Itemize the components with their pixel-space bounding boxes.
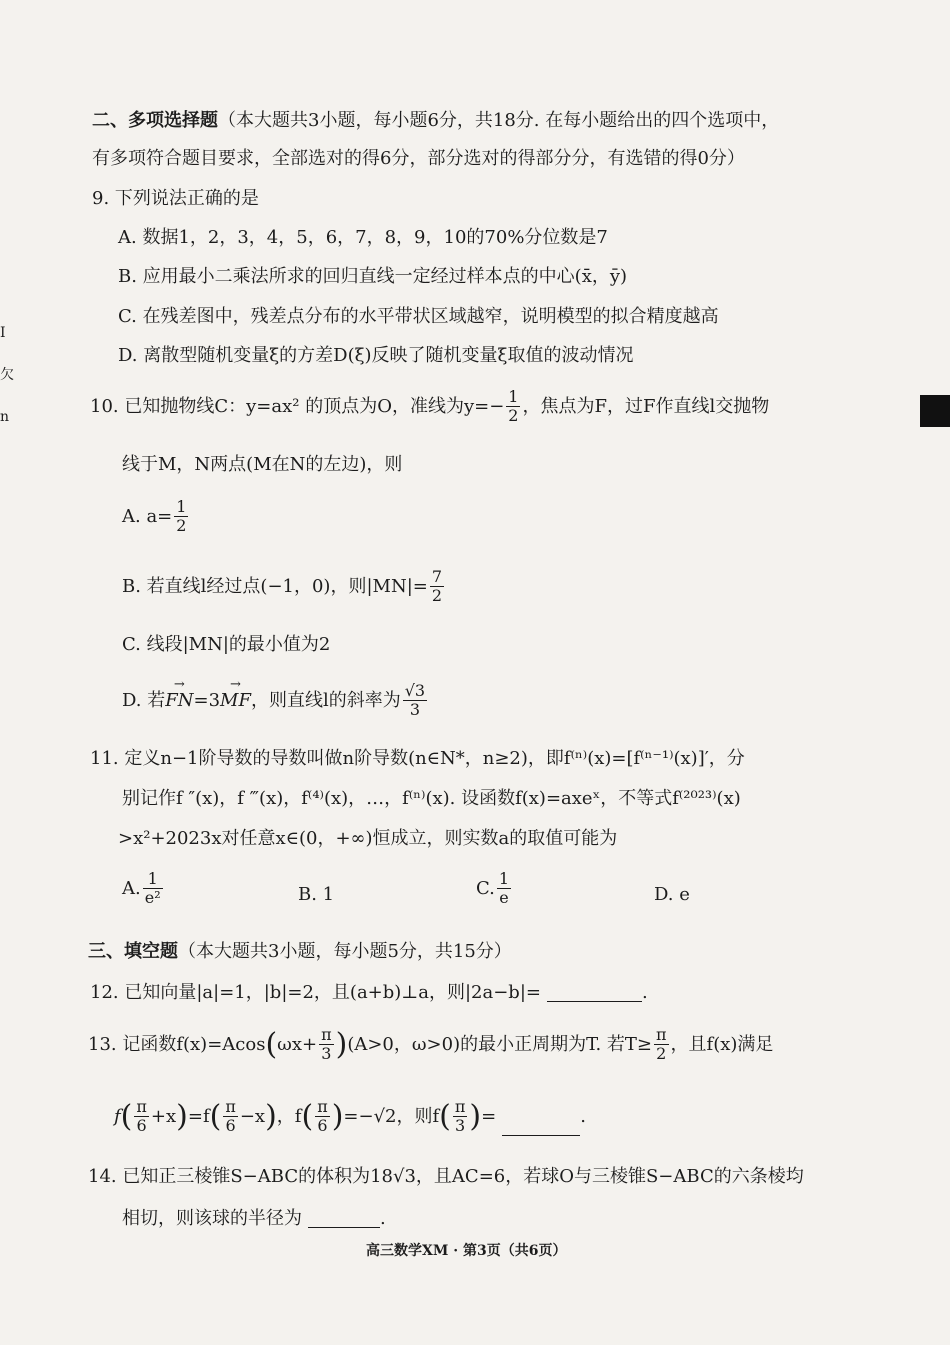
q11-c-fraction [497,870,511,908]
fraction-denominator: 6 [136,1116,147,1136]
q10-option-c: C. 线段|MN|的最小值为2 [122,634,331,655]
left-margin-char: n [0,409,10,425]
q13-line1: 13. 记函数f(x)=Acos(ωx+ $\frac{\pi}{3}$ )(A>0，ω>0)的最小正周期为T. 若T≥ $\frac{\pi}{2}$ ，且f(x)满足 [88,1025,774,1064]
section3-title: 三、填空题 [88,941,178,962]
fraction-denominator: 2 [176,516,187,536]
q13-plusx: +x [150,1105,177,1127]
q13-pi3-fraction [453,1098,468,1136]
q11-line2: 别记作f ″(x)，f ‴(x)，f⁽⁴⁾(x)，…，f⁽ⁿ⁾(x). 设函数f(x)=axeˣ，不等式f⁽²⁰²³⁾(x) [122,788,741,809]
fraction-denominator: 2 [431,586,443,606]
q14-end: . [380,1208,386,1229]
q9-option-c: C. 在残差图中，残差点分布的水平带状区域越窄，说明模型的拟合精度越高 [118,306,719,327]
q10-d-mid: =3 [193,689,221,711]
fraction-numerator: 1 [176,497,187,516]
q10-b-text: B. 若直线l经过点(−1，0)，则|MN|= [122,575,428,597]
fraction-denominator: 3 [455,1116,466,1136]
q14-line1: 14. 已知正三棱锥S−ABC的体积为18√3，且AC=6，若球O与三棱锥S−ABC的六条棱均 [88,1166,804,1187]
q13-eq: =f [187,1105,210,1127]
q10-d-prefix: D. 若 [122,689,166,711]
section3-heading [88,943,512,961]
fraction-numerator: 7 [431,567,443,586]
q10-a-fraction [174,498,188,536]
section2-desc-line2: 有多项符合题目要求，全部选对的得6分，部分选对的得部分分，有选错的得0分） [92,148,745,169]
q13-pi6-fraction [134,1098,149,1136]
q13-pi3-fraction [319,1026,334,1064]
q11-a-label: A. [122,877,141,899]
q10-option-d [122,682,429,720]
q9-stem: 9. 下列说法正确的是 [92,188,259,209]
q10-a-text: A. a= [122,505,173,527]
fraction-denominator: e [499,888,509,908]
left-margin-char: I [0,325,6,341]
page-footer: 高三数学XM · 第3页（共6页） [366,1243,567,1259]
vector-mf: → MF [220,692,251,710]
fraction-denominator: 3 [321,1044,332,1064]
q12 [90,984,648,1002]
q10-option-b [122,568,446,606]
fraction-denominator: 6 [225,1116,236,1136]
q14-line2 [122,1210,386,1228]
q13-inner: ωx+ [277,1033,318,1055]
q12-text: 12. 已知向量|a|=1，|b|=2，且(a+b)⊥a，则|2a−b|= [90,982,541,1003]
q11-a-fraction [143,870,163,908]
q13-pi6-fraction [223,1098,238,1136]
fraction-numerator: π [136,1097,147,1116]
fraction-numerator: π [454,1097,466,1116]
fraction-numerator: 1 [508,387,519,406]
q13-pi2-fraction [654,1026,669,1064]
q14-answer-blank[interactable] [308,1227,380,1228]
q10-stem-part1: 10. 已知抛物线C：y=ax² 的顶点为O，准线为y=− [90,395,505,417]
fraction-denominator: 2 [508,406,519,426]
fraction-denominator: e² [144,888,161,908]
q10-option-a [122,498,190,536]
q13-part3: ，且f(x)满足 [670,1033,774,1055]
q10-b-fraction [430,568,444,606]
fraction-numerator: π [321,1025,332,1044]
q13-pi6-fraction [315,1098,330,1136]
q13-answer-blank[interactable] [502,1135,580,1136]
q9-option-d: D. 离散型随机变量ξ的方差D(ξ)反映了随机变量ξ取值的波动情况 [118,345,634,366]
vector-fn: → FN [165,692,193,710]
q10-fraction [506,388,520,426]
q10-stem-part2: ，焦点为F，过F作直线l交抛物 [522,395,770,417]
q13-minusx: −x [239,1105,266,1127]
q12-answer-blank[interactable] [547,1001,642,1002]
section2-heading [92,112,779,130]
q13-comma: ，f [276,1105,302,1127]
left-margin-char: 欠 [0,367,14,383]
fraction-denominator: 6 [317,1116,328,1136]
q13-part1: 13. 记函数f(x)=Acos [88,1033,266,1055]
q13-value: =−√2，则f [343,1105,440,1127]
q11-c-label: C. [476,877,495,899]
q13-equals: = [481,1105,497,1127]
q13-end: . [580,1105,586,1127]
q11-option-c [476,870,513,908]
fraction-numerator: π [225,1097,236,1116]
q13-part2: (A>0，ω>0)的最小正周期为T. 若T≥ [347,1033,653,1055]
fraction-numerator: 1 [143,870,163,889]
q10-d-fraction [403,682,427,720]
q11-line1: 11. 定义n−1阶导数的导数叫做n阶导数(n∈N*，n≥2)，即f⁽ⁿ⁾(x)=[f⁽ⁿ⁻¹⁾(x)]′，分 [90,748,745,769]
section2-desc: （本大题共3小题，每小题6分，共18分. 在每小题给出的四个选项中， [218,110,780,131]
fraction-numerator: π [656,1025,667,1044]
q11-option-b: B. 1 [298,884,335,905]
fraction-numerator: √3 [404,681,426,700]
q12-end: . [641,982,648,1003]
q10-stem [90,388,769,426]
q13-f: f [114,1105,121,1127]
fraction-numerator: 1 [498,869,510,888]
section2-title: 二、多项选择题 [92,110,218,131]
fraction-denominator: 3 [409,700,420,720]
q10-d-suffix: ，则直线l的斜率为 [250,689,401,711]
q11-option-d: D. e [654,884,690,905]
fraction-denominator: 2 [656,1044,667,1064]
q14-line2-text: 相切，则该球的半径为 [122,1208,302,1229]
section3-desc: （本大题共3小题，每小题5分，共15分） [178,941,512,962]
right-edge-mark [920,395,950,427]
q9-option-b: B. 应用最小二乘法所求的回归直线一定经过样本点的中心(x̄，ȳ) [118,266,628,287]
q9-option-a: A. 数据1，2，3，4，5，6，7，8，9，10的70%分位数是7 [118,227,608,248]
fraction-numerator: π [317,1097,328,1116]
q11-option-a [122,870,165,908]
q13-line2: f( $\frac{\pi}{6}$ +x)=f( $\frac{\pi}{6}$ −x)，f( $\frac{\pi}{6}$ )=−√2，则f( $\frac{\pi}{3}$ )= . [114,1097,586,1136]
q10-stem-line2: 线于M，N两点(M在N的左边)，则 [122,454,403,475]
q11-line3: >x²+2023x对任意x∈(0，+∞)恒成立，则实数a的取值可能为 [118,828,618,849]
